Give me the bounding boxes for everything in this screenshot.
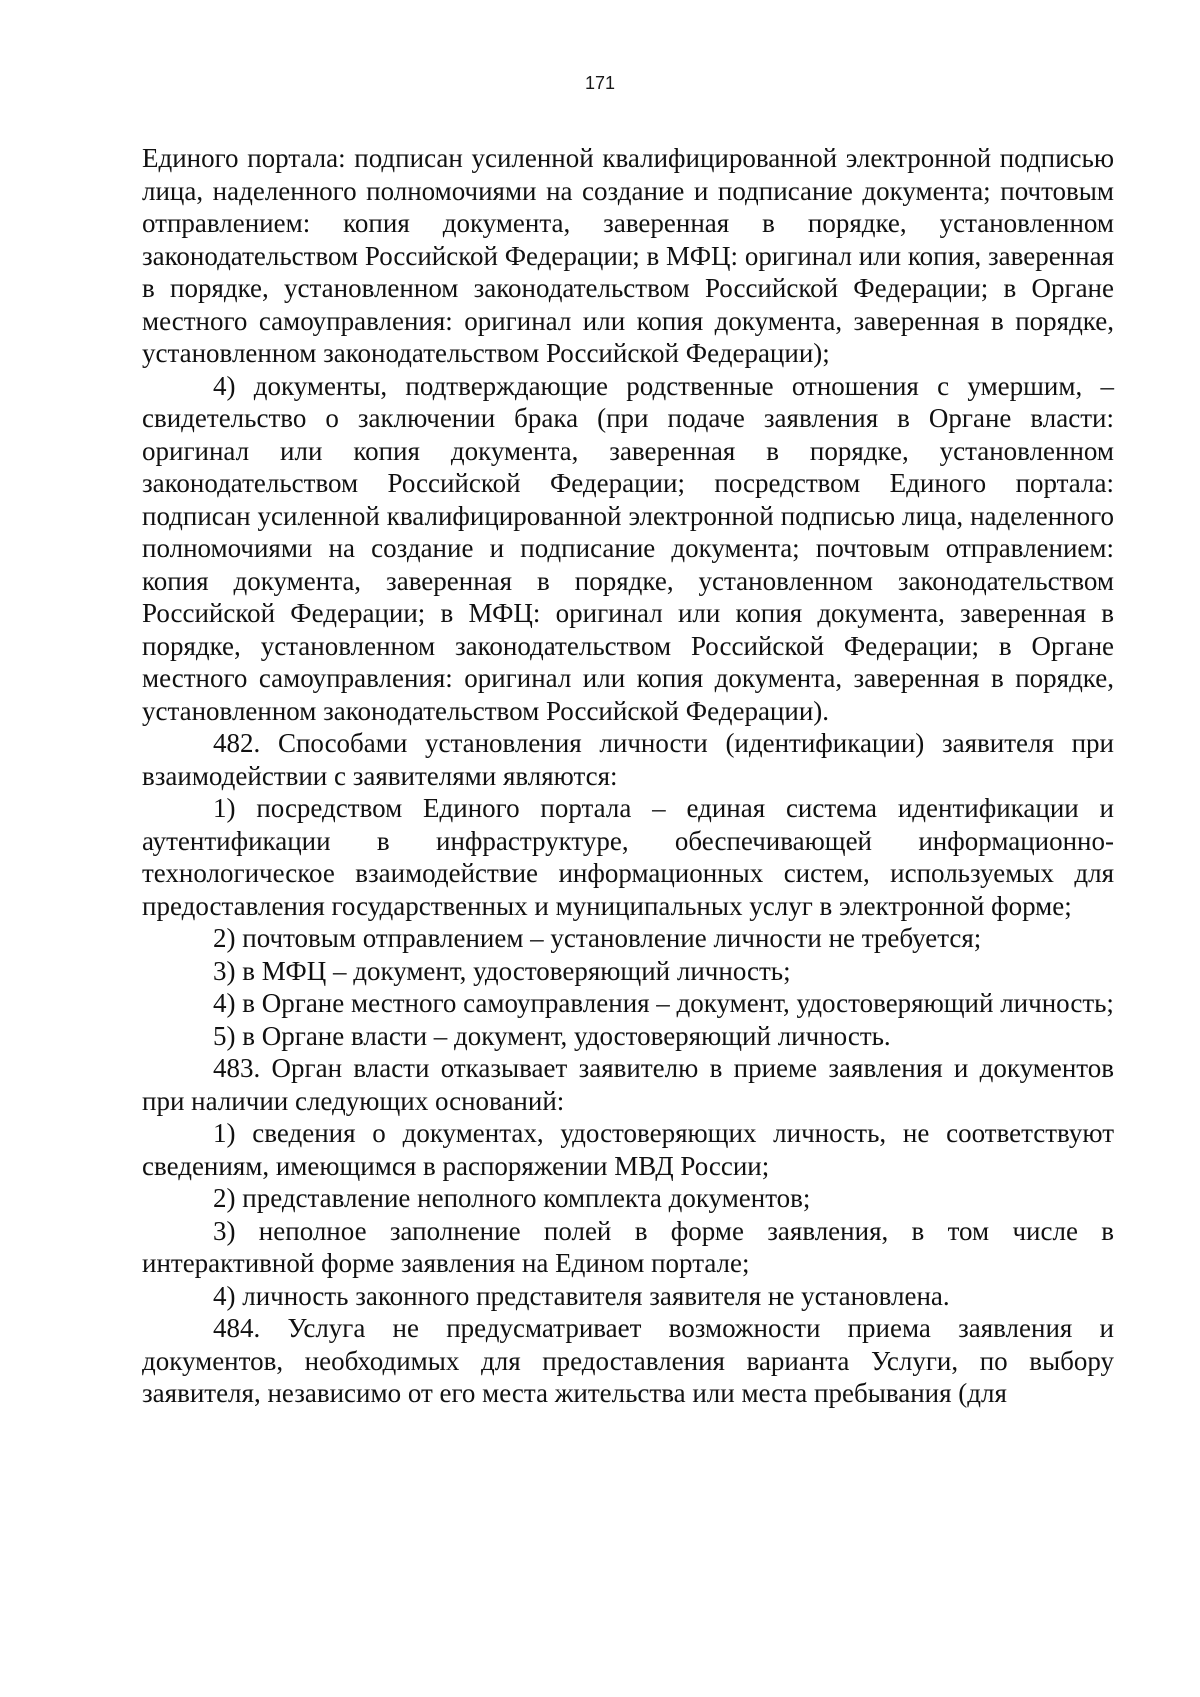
paragraph-482-item-5: 5) в Органе власти – документ, удостоверяющий личность. [213, 1020, 891, 1051]
document-body [142, 142, 1114, 1410]
paragraph-482-item-1: 1) посредством Единого портала – единая система идентификации и аутентификации в инфраструктуре, обеспечивающей информационно-технологическое взаимодействие информационных систем, используемых для предоставления государственных и муниципальных услуг в электронной форме; [142, 793, 1114, 921]
paragraph-483-item-3: 3) неполное заполнение полей в форме заявления, в том числе в интерактивной форме заявления на Едином портале; [142, 1215, 1114, 1278]
page-number: 171 [584, 73, 616, 93]
paragraph-483: 483. Орган власти отказывает заявителю в приеме заявления и документов при наличии следующих оснований: [142, 1053, 1114, 1116]
paragraph-482-item-3: 3) в МФЦ – документ, удостоверяющий личность; [213, 955, 791, 986]
paragraph-482-item-2: 2) почтовым отправлением – установление личности не требуется; [213, 923, 982, 953]
paragraph-483-item-2: 2) представление неполного комплекта документов; [213, 1183, 811, 1213]
paragraph-item-4-documents: 4) документы, подтверждающие родственные отношения с умершим, – свидетельство о заключении брака (при подаче заявления в Органе власти: оригинал или копия документа, заверенная в порядке, установленном законодательством Российской Федерации; посредством Единого портала: подписан усиленной квалифицированной электронной подписью лица, наделенного полномочиями на создание и подписание документа; почтовым отправлением: копия документа, заверенная в порядке, установленном законодательством Российской Федерации; в МФЦ: оригинал или копия документа, заверенная в порядке, установленном законодательством Российской Федерации; в Органе местного самоуправления: оригинал или копия документа, заверенная в порядке, установленном законодательством Российской Федерации). [142, 370, 1114, 726]
paragraph-483-item-4: 4) личность законного представителя заявителя не установлена. [213, 1280, 950, 1311]
paragraph-482-item-4: 4) в Органе местного самоуправления – документ, удостоверяющий личность; [213, 988, 1114, 1018]
paragraph-484: 484. Услуга не предусматривает возможности приема заявления и документов, необходимых для предоставления варианта Услуги, по выбору заявителя, независимо от его места жительства или места пребывания (для [142, 1313, 1114, 1408]
paragraph-continuation: Единого портала: подписан усиленной квалифицированной электронной подписью лица, наделенного полномочиями на создание и подписание документа; почтовым отправлением: копия документа, заверенная в порядке, установленном законодательством Российской Федерации; в МФЦ: оригинал или копия, заверенная в порядке, установленном законодательством Российской Федерации; в Органе местного самоуправления: оригинал или копия документа, заверенная в порядке, установленном законодательством Российской Федерации); [142, 143, 1114, 368]
paragraph-482: 482. Способами установления личности (идентификации) заявителя при взаимодействии с заявителями являются: [142, 728, 1114, 791]
paragraph-483-item-1: 1) сведения о документах, удостоверяющих личность, не соответствуют сведениям, имеющимся в распоряжении МВД России; [142, 1118, 1114, 1181]
